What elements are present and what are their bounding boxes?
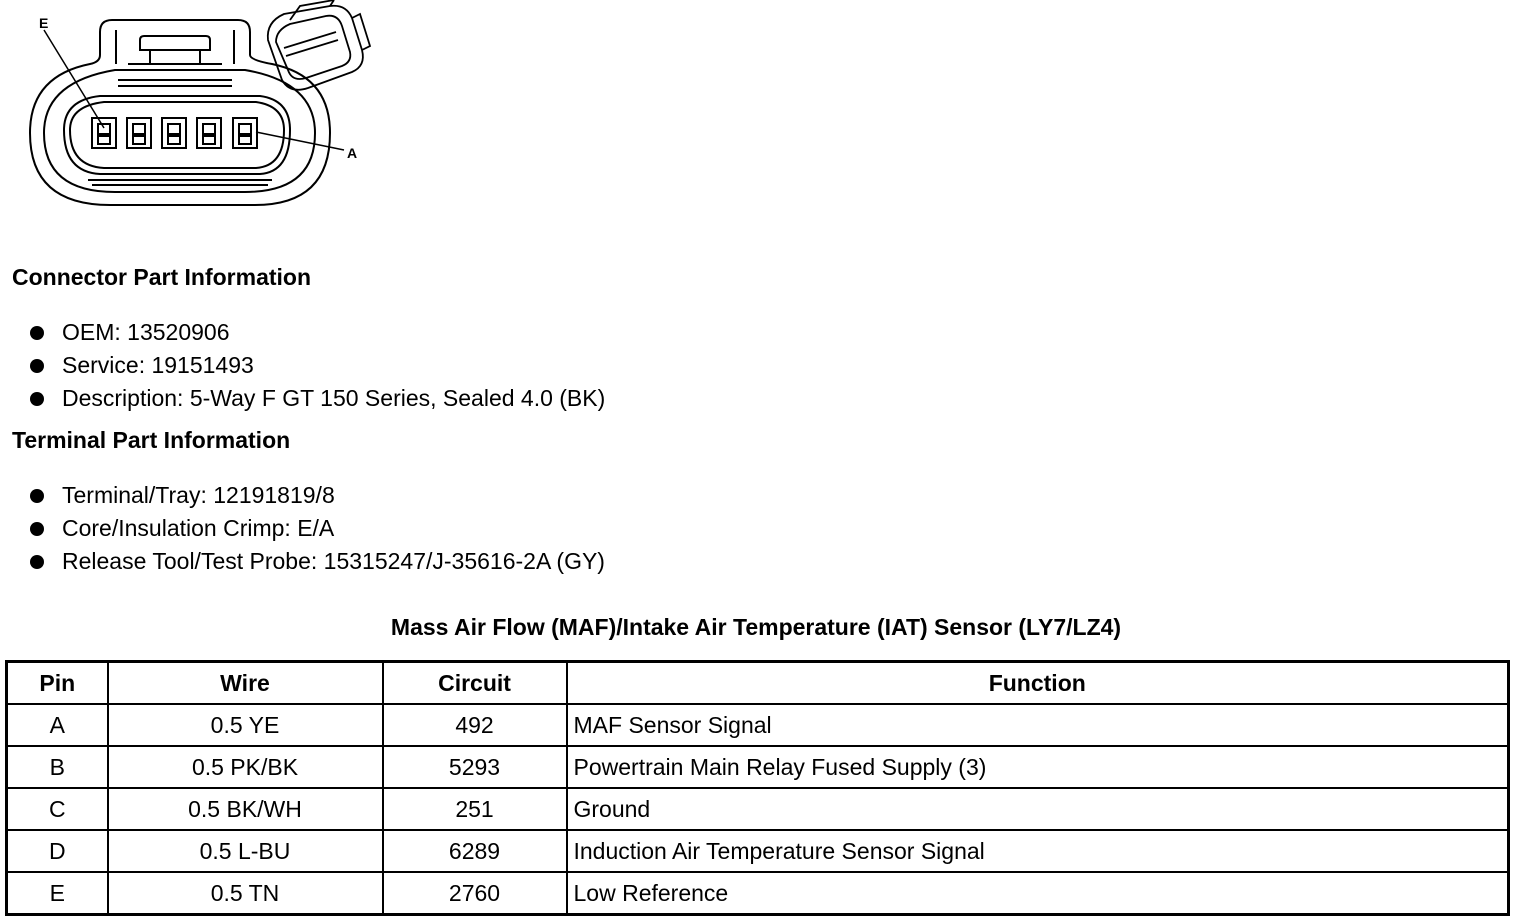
header-circuit: Circuit — [383, 662, 567, 705]
terminal-release-tool: Release Tool/Test Probe: 15315247/J-35616-2A (GY) — [62, 548, 605, 574]
list-item — [28, 316, 605, 349]
bullet-icon — [30, 392, 44, 406]
bullet-icon — [30, 326, 44, 340]
table-title: Mass Air Flow (MAF)/Intake Air Temperature (IAT) Sensor (LY7/LZ4) — [390, 614, 1122, 640]
cell-wire: 0.5 BK/WH — [108, 788, 383, 830]
bullet-icon — [30, 489, 44, 503]
bullet-icon — [30, 522, 44, 536]
header-pin: Pin — [7, 662, 108, 705]
cell-pin: D — [7, 830, 108, 872]
list-item — [28, 545, 605, 578]
connector-face-diagram — [0, 0, 400, 230]
list-item — [28, 512, 605, 545]
cell-function: Ground — [567, 788, 1509, 830]
header-function: Function — [567, 662, 1509, 705]
table-row — [7, 704, 1509, 746]
bullet-icon — [30, 555, 44, 569]
connector-info-heading: Connector Part Information — [12, 264, 312, 290]
cell-wire: 0.5 TN — [108, 872, 383, 915]
table-row — [7, 746, 1509, 788]
pin-a-label: A — [347, 145, 358, 161]
connector-service: Service: 19151493 — [62, 352, 254, 378]
cell-pin: E — [7, 872, 108, 915]
cell-function: Powertrain Main Relay Fused Supply (3) — [567, 746, 1509, 788]
connector-description: Description: 5-Way F GT 150 Series, Sealed 4.0 (BK) — [62, 385, 606, 411]
cell-circuit: 6289 — [383, 830, 567, 872]
table-row — [7, 788, 1509, 830]
terminal-info-heading: Terminal Part Information — [12, 427, 291, 453]
terminal-tray: Terminal/Tray: 12191819/8 — [62, 482, 335, 508]
cell-pin: B — [7, 746, 108, 788]
pin-e-label: E — [39, 15, 49, 31]
cell-wire: 0.5 YE — [108, 704, 383, 746]
cell-function: Low Reference — [567, 872, 1509, 915]
table-row — [7, 830, 1509, 872]
list-item — [28, 382, 605, 415]
cell-circuit: 251 — [383, 788, 567, 830]
table-row — [7, 872, 1509, 915]
bullet-icon — [30, 359, 44, 373]
cell-function: MAF Sensor Signal — [567, 704, 1509, 746]
table-header-row — [7, 662, 1509, 705]
connector-info-list — [28, 316, 605, 415]
terminal-info-list — [28, 479, 605, 578]
list-item — [28, 479, 605, 512]
cell-function: Induction Air Temperature Sensor Signal — [567, 830, 1509, 872]
cell-pin: A — [7, 704, 108, 746]
cell-pin: C — [7, 788, 108, 830]
cell-wire: 0.5 L-BU — [108, 830, 383, 872]
cell-circuit: 2760 — [383, 872, 567, 915]
pinout-table — [5, 660, 1510, 916]
terminal-crimp: Core/Insulation Crimp: E/A — [62, 515, 335, 541]
connector-oem: OEM: 13520906 — [62, 319, 230, 345]
cell-circuit: 5293 — [383, 746, 567, 788]
cell-wire: 0.5 PK/BK — [108, 746, 383, 788]
header-wire: Wire — [108, 662, 383, 705]
list-item — [28, 349, 605, 382]
cell-circuit: 492 — [383, 704, 567, 746]
